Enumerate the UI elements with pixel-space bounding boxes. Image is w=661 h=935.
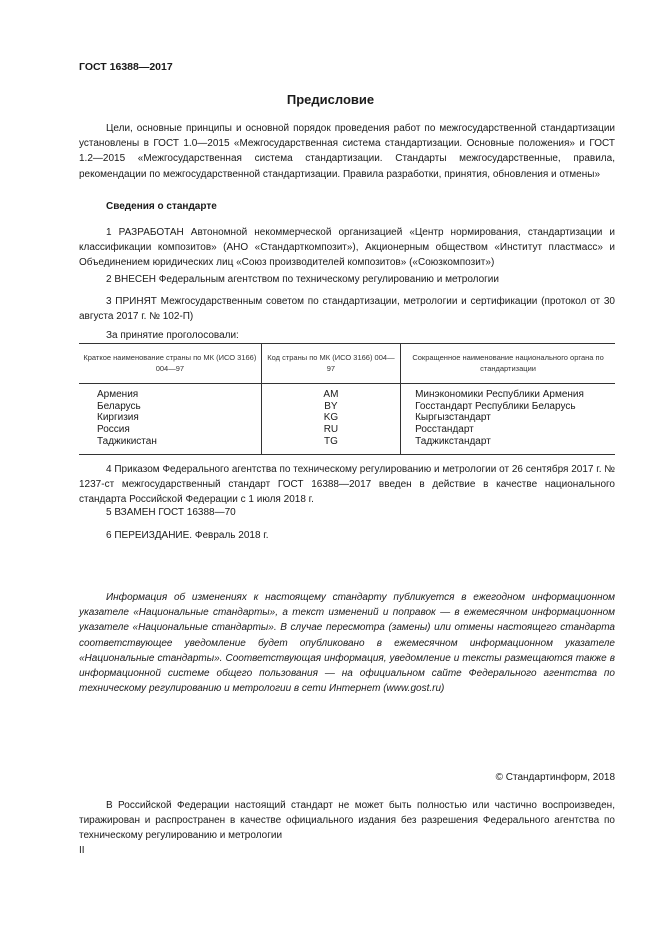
country-cell: Беларусь bbox=[97, 400, 141, 412]
item-introduced: 2 ВНЕСЕН Федеральным агентством по техническому регулированию и метрологии bbox=[106, 274, 499, 285]
table-row bbox=[79, 401, 615, 413]
table-row bbox=[79, 424, 615, 436]
country-cell: Россия bbox=[97, 424, 130, 436]
item-order: 4 Приказом Федерального агентства по техническому регулированию и метрологии от 26 сентября 2017 г. № 1237-ст межгосударственный стандарт ГОСТ 16388—2017 введен в действие в качестве национального стандарта Российской Федерации с 1 июля 2018 г. bbox=[79, 464, 615, 506]
item-reissue: 6 ПЕРЕИЗДАНИЕ. Февраль 2018 г. bbox=[106, 530, 269, 541]
table-row bbox=[79, 384, 615, 401]
info-notice: Информация об изменениях к настоящему стандарту публикуется в ежегодном информационном указателе «Национальные стандарты», а текст изменений и поправок — в ежемесячном информационном указателе «Национальные стандарты». В случае пересмотра (замены) или отмены настоящего стандарта соответствующее уведомление будет опубликовано в ежемесячном информационном указателе «Национальные стандарты». Соответствующая информация, уведомление и тексты размещаются также в информационной системе общего пользования — на официальном сайте Федерального агентства по техническому регулированию и метрологии в сети Интернет (www.gost.ru) bbox=[79, 592, 615, 695]
standard-code-header: ГОСТ 16388—2017 bbox=[79, 61, 173, 73]
copyright-line: © Стандартинформ, 2018 bbox=[495, 772, 615, 783]
section-heading: Сведения о стандарте bbox=[106, 201, 217, 212]
column-header-body: Сокращенное наименование национального органа по стандартизации bbox=[401, 344, 615, 384]
legal-notice: В Российской Федерации настоящий стандарт не может быть полностью или частично воспроизведен, тиражирован и распространен в качестве официального издания без разрешения Федерального агентства по техническому регулированию и метрологии bbox=[79, 800, 615, 842]
table-row bbox=[79, 412, 615, 424]
table-header-row bbox=[79, 344, 615, 384]
code-cell: RU bbox=[261, 424, 400, 436]
page-title: Предисловие bbox=[286, 92, 375, 107]
item-replaces: 5 ВЗАМЕН ГОСТ 16388—70 bbox=[106, 507, 236, 518]
body-cell: Кыргызстандарт bbox=[401, 412, 615, 424]
body-cell: Госстандарт Республики Беларусь bbox=[401, 401, 615, 413]
table-row bbox=[79, 436, 615, 454]
body-cell: Минэкономики Республики Армения bbox=[401, 384, 615, 401]
voting-table bbox=[79, 343, 615, 455]
body-cell: Таджикстандарт bbox=[401, 436, 615, 454]
item-adopted: 3 ПРИНЯТ Межгосударственным советом по стандартизации, метрологии и сертификации (протокол от 30 августа 2017 г. № 102-П) bbox=[79, 296, 615, 323]
page-number: II bbox=[79, 845, 85, 856]
intro-paragraph: Цели, основные принципы и основной порядок проведения работ по межгосударственной стандартизации установлены в ГОСТ 1.0—2015 «Межгосударственная система стандартизации. Основные положения» и ГОСТ 1.2—2015 «Межгосударственная система стандартизации. Стандарты межгосударственные, правила, рекомендации по межгосударственной стандартизации. Правила разработки, принятия, обновления и отмены» bbox=[79, 123, 615, 180]
column-header-code: Код страны по МК (ИСО 3166) 004—97 bbox=[261, 344, 400, 384]
voting-table-wrapper bbox=[79, 343, 615, 455]
code-cell: BY bbox=[261, 401, 400, 413]
country-cell: Киргизия bbox=[97, 412, 139, 424]
code-cell: KG bbox=[261, 412, 400, 424]
code-cell: TG bbox=[261, 436, 400, 454]
column-header-country: Краткое наименование страны по МК (ИСО 3166) 004—97 bbox=[79, 344, 261, 384]
body-cell: Росстандарт bbox=[401, 424, 615, 436]
country-cell: Таджикистан bbox=[79, 436, 261, 454]
item-developed: 1 РАЗРАБОТАН Автономной некоммерческой организацией «Центр нормирования, стандартизации и классификации композитов» (АНО «Стандарткомпозит»), Акционерным обществом «Институт пластмасс» и Объединением юридических лиц «Союз производителей композитов» («Союзкомпозит») bbox=[79, 227, 615, 269]
voted-label: За принятие проголосовали: bbox=[106, 330, 239, 341]
code-cell: AM bbox=[261, 384, 400, 401]
country-cell: Армения bbox=[97, 389, 139, 400]
